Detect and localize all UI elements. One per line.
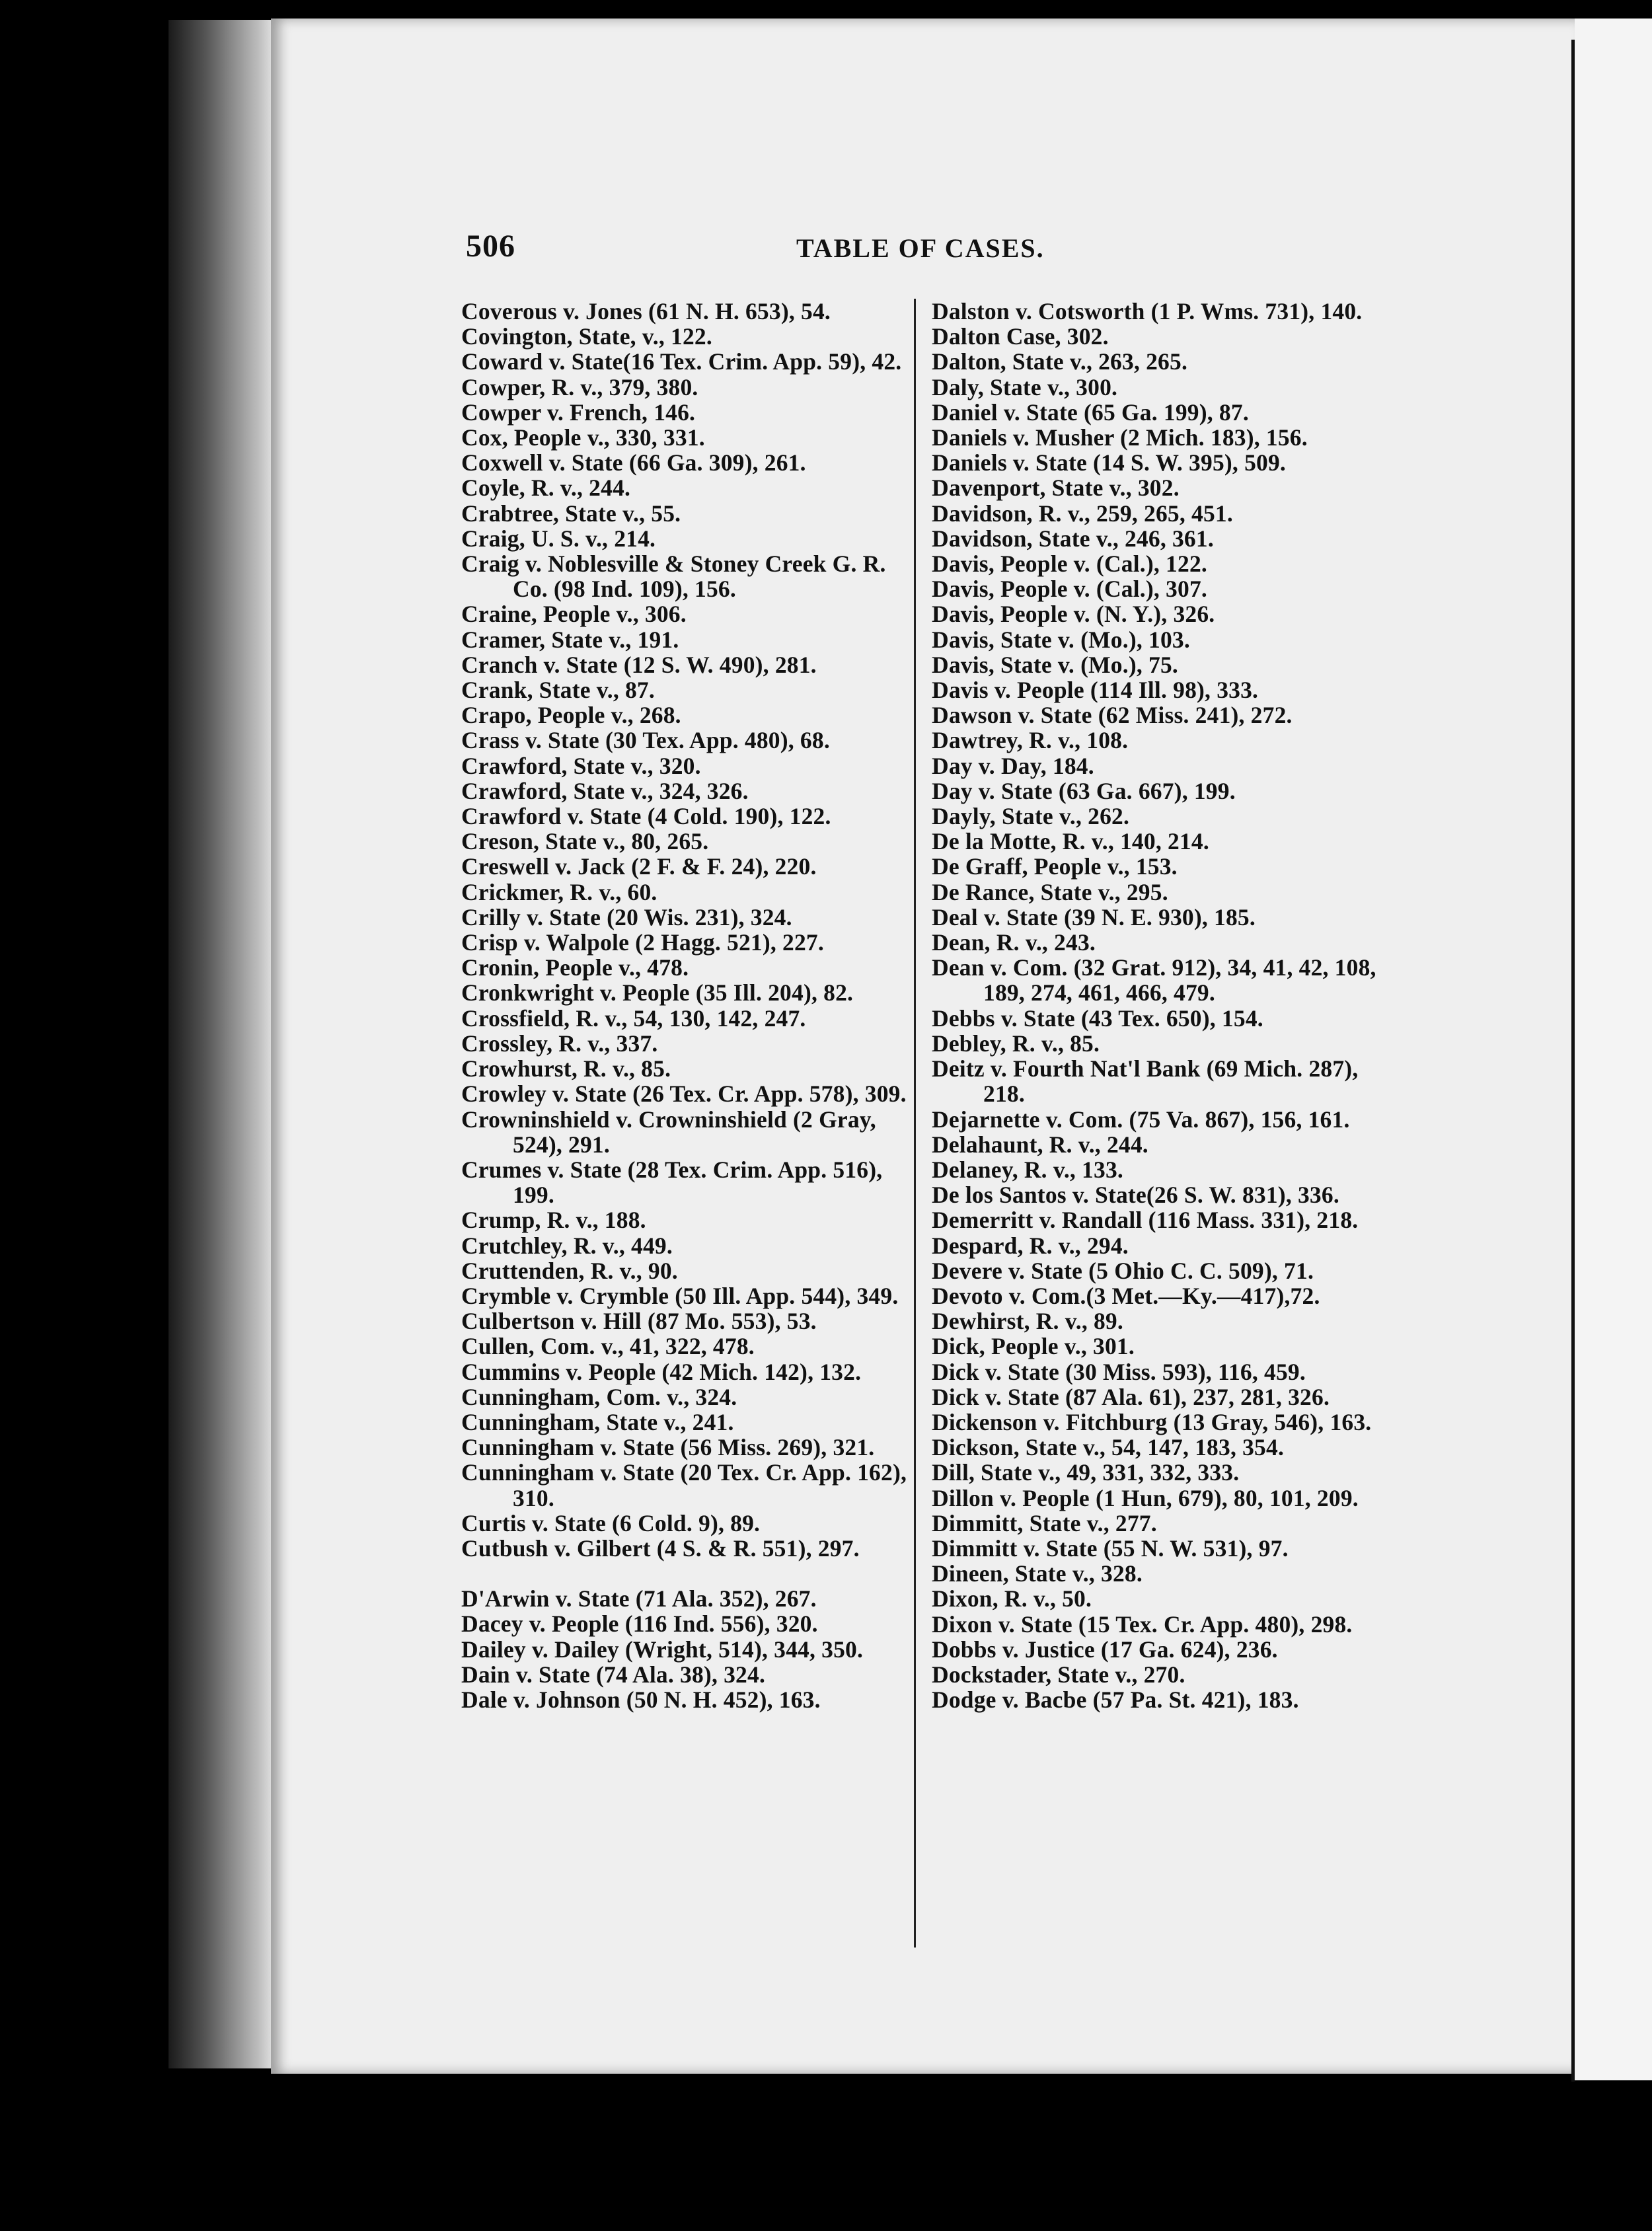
- case-entry: Dickenson v. Fitchburg (13 Gray, 546), 163.: [932, 1408, 1372, 1435]
- case-entry: Crowninshield v. Crowninshield (2 Gray, 524), 291.: [461, 1106, 876, 1158]
- case-entry: Craig, U. S. v., 214.: [461, 525, 656, 552]
- left-column: [461, 299, 911, 1712]
- case-entry: Crabtree, State v., 55.: [461, 500, 681, 527]
- case-entry: Crawford v. State (4 Cold. 190), 122.: [461, 803, 831, 830]
- case-entry: Crapo, People v., 268.: [461, 702, 681, 729]
- case-entry: Dayly, State v., 262.: [932, 803, 1130, 830]
- case-entry: Coyle, R. v., 244.: [461, 474, 631, 502]
- case-entry: Dick v. State (30 Miss. 593), 116, 459.: [932, 1358, 1306, 1385]
- case-entry: Cunningham v. State (20 Tex. Cr. App. 162), 310.: [461, 1459, 907, 1511]
- case-entry: Dimmitt v. State (55 N. W. 531), 97.: [932, 1534, 1289, 1562]
- right-column: [932, 299, 1386, 1712]
- case-entry: Devoto v. Com.(3 Met.—Ky.—417),72.: [932, 1282, 1320, 1309]
- case-entry: Despard, R. v., 294.: [932, 1232, 1129, 1259]
- case-entry: Dean, R. v., 243.: [932, 929, 1096, 956]
- case-entry: Dickson, State v., 54, 147, 183, 354.: [932, 1434, 1285, 1461]
- case-entry: Davis, People v. (Cal.), 122.: [932, 550, 1207, 578]
- case-entry: Crank, State v., 87.: [461, 677, 655, 704]
- case-entry: Davidson, R. v., 259, 265, 451.: [932, 500, 1233, 527]
- case-entry: Crawford, State v., 324, 326.: [461, 777, 749, 804]
- case-entry: Curtis v. State (6 Cold. 9), 89.: [461, 1509, 761, 1536]
- case-entry: Crowley v. State (26 Tex. Cr. App. 578), 309.: [461, 1080, 907, 1108]
- case-entry: Craig v. Noblesville & Stoney Creek G. R. Co. (98 Ind. 109), 156.: [461, 550, 886, 603]
- case-entry: Cullen, Com. v., 41, 322, 478.: [461, 1333, 755, 1360]
- case-entry: Cranch v. State (12 S. W. 490), 281.: [461, 651, 817, 678]
- case-entry: Dineen, State v., 328.: [932, 1560, 1143, 1587]
- case-entry: De la Motte, R. v., 140, 214.: [932, 828, 1209, 855]
- case-entry: Dixon, R. v., 50.: [932, 1585, 1092, 1612]
- page-border-line: [1571, 40, 1575, 2082]
- case-entry: Debbs v. State (43 Tex. 650), 154.: [932, 1004, 1263, 1032]
- case-entry: Dick, People v., 301.: [932, 1333, 1135, 1360]
- case-entry: Covington, State, v., 122.: [461, 323, 712, 350]
- case-entry: Demerritt v. Randall (116 Mass. 331), 218.: [932, 1207, 1359, 1234]
- case-entry: Davidson, State v., 246, 361.: [932, 525, 1214, 552]
- case-entry: Dodge v. Bacbe (57 Pa. St. 421), 183.: [932, 1686, 1299, 1714]
- case-entry: Davis v. People (114 Ill. 98), 333.: [932, 677, 1259, 704]
- case-entry: Dixon v. State (15 Tex. Cr. App. 480), 298.: [932, 1610, 1353, 1638]
- case-entry: Crumes v. State (28 Tex. Crim. App. 516), 199.: [461, 1156, 883, 1209]
- case-entry: Dawson v. State (62 Miss. 241), 272.: [932, 702, 1293, 729]
- case-entry: Cronin, People v., 478.: [461, 954, 689, 981]
- case-entry: Daniel v. State (65 Ga. 199), 87.: [932, 398, 1249, 426]
- case-entry: Cummins v. People (42 Mich. 142), 132.: [461, 1358, 862, 1385]
- case-entry: Davis, State v. (Mo.), 75.: [932, 651, 1178, 678]
- case-entry: Cunningham, State v., 241.: [461, 1408, 734, 1435]
- case-entry: Crass v. State (30 Tex. App. 480), 68.: [461, 727, 830, 754]
- case-entry: Daniels v. Musher (2 Mich. 183), 156.: [932, 424, 1308, 451]
- case-entry: Coverous v. Jones (61 N. H. 653), 54.: [461, 298, 831, 324]
- page-edge-stack: [169, 20, 274, 2068]
- case-entry: Crowhurst, R. v., 85.: [461, 1055, 671, 1082]
- case-entry: Crilly v. State (20 Wis. 231), 324.: [461, 903, 792, 930]
- case-entry: Creson, State v., 80, 265.: [461, 828, 709, 855]
- case-entry: Dockstader, State v., 270.: [932, 1661, 1185, 1688]
- case-entry: Dale v. Johnson (50 N. H. 452), 163.: [461, 1686, 821, 1713]
- case-entry: Cunningham, Com. v., 324.: [461, 1383, 737, 1410]
- facing-page-edge: [1575, 19, 1652, 2080]
- case-entry: Debley, R. v., 85.: [932, 1030, 1100, 1057]
- case-entry: Dacey v. People (116 Ind. 556), 320.: [461, 1610, 818, 1638]
- case-entry: Dejarnette v. Com. (75 Va. 867), 156, 161.: [932, 1106, 1350, 1133]
- case-entry: Coxwell v. State (66 Ga. 309), 261.: [461, 449, 806, 476]
- column-divider: [914, 299, 916, 1947]
- case-entry: Deal v. State (39 N. E. 930), 185.: [932, 903, 1256, 930]
- case-entry: Dawtrey, R. v., 108.: [932, 727, 1129, 754]
- page-number: 506: [466, 229, 515, 264]
- case-entry: Dimmitt, State v., 277.: [932, 1509, 1157, 1536]
- case-entry: Coward v. State(16 Tex. Crim. App. 59), 42.: [461, 348, 902, 375]
- case-entry: Daniels v. State (14 S. W. 395), 509.: [932, 449, 1286, 476]
- case-entry: Davenport, State v., 302.: [932, 474, 1180, 502]
- case-entry: Dailey v. Dailey (Wright, 514), 344, 350.: [461, 1636, 864, 1663]
- case-entry: De los Santos v. State(26 S. W. 831), 336.: [932, 1182, 1339, 1209]
- case-entry: Deitz v. Fourth Nat'l Bank (69 Mich. 287), 218.: [932, 1055, 1359, 1108]
- case-entry: Dewhirst, R. v., 89.: [932, 1308, 1123, 1335]
- case-entry: Crymble v. Crymble (50 Ill. App. 544), 349.: [461, 1282, 899, 1309]
- case-entry: Craine, People v., 306.: [461, 601, 687, 628]
- case-entry: Cunningham v. State (56 Miss. 269), 321.: [461, 1434, 875, 1461]
- case-entry: Davis, People v. (Cal.), 307.: [932, 576, 1207, 603]
- case-entry: Dain v. State (74 Ala. 38), 324.: [461, 1661, 766, 1688]
- case-entry: Dean v. Com. (32 Grat. 912), 34, 41, 42, 108, 189, 274, 461, 466, 479.: [932, 954, 1376, 1006]
- section-gap: [461, 1561, 911, 1586]
- case-entry: Cutbush v. Gilbert (4 S. & R. 551), 297.: [461, 1534, 860, 1562]
- case-entry: Dick v. State (87 Ala. 61), 237, 281, 326.: [932, 1383, 1330, 1410]
- case-entry: Dillon v. People (1 Hun, 679), 80, 101, 209.: [932, 1484, 1359, 1511]
- case-entry: De Rance, State v., 295.: [932, 878, 1168, 905]
- case-entry: Dalston v. Cotsworth (1 P. Wms. 731), 140.: [932, 298, 1363, 324]
- case-entry: Crisp v. Walpole (2 Hagg. 521), 227.: [461, 929, 824, 956]
- case-entry: Devere v. State (5 Ohio C. C. 509), 71.: [932, 1257, 1314, 1284]
- case-entry: Day v. State (63 Ga. 667), 199.: [932, 777, 1236, 804]
- running-head: TABLE OF CASES.: [796, 233, 1045, 263]
- case-entry: De Graff, People v., 153.: [932, 853, 1178, 880]
- case-entry: Cronkwright v. People (35 Ill. 204), 82.: [461, 979, 854, 1006]
- case-entry: Cowper v. French, 146.: [461, 398, 696, 426]
- case-entry: Creswell v. Jack (2 F. & F. 24), 220.: [461, 853, 817, 880]
- case-entry: Dalton Case, 302.: [932, 323, 1109, 350]
- case-entry: Culbertson v. Hill (87 Mo. 553), 53.: [461, 1308, 817, 1335]
- case-entry: Cruttenden, R. v., 90.: [461, 1257, 678, 1284]
- case-entry: Day v. Day, 184.: [932, 752, 1094, 779]
- case-entry: Delahaunt, R. v., 244.: [932, 1131, 1148, 1158]
- case-entry: Cowper, R. v., 379, 380.: [461, 373, 698, 400]
- case-entry: Crump, R. v., 188.: [461, 1207, 646, 1234]
- case-entry: Dobbs v. Justice (17 Ga. 624), 236.: [932, 1636, 1278, 1663]
- case-entry: Delaney, R. v., 133.: [932, 1156, 1123, 1183]
- case-entry: Davis, People v. (N. Y.), 326.: [932, 601, 1215, 628]
- case-entry: Davis, State v. (Mo.), 103.: [932, 626, 1190, 653]
- case-entry: Crossley, R. v., 337.: [461, 1030, 658, 1057]
- case-entry: Cramer, State v., 191.: [461, 626, 679, 653]
- case-entry: D'Arwin v. State (71 Ala. 352), 267.: [461, 1585, 817, 1612]
- case-entry: Cox, People v., 330, 331.: [461, 424, 705, 451]
- case-entry: Crossfield, R. v., 54, 130, 142, 247.: [461, 1004, 806, 1032]
- case-entry: Dill, State v., 49, 331, 332, 333.: [932, 1459, 1240, 1486]
- case-entry: Daly, State v., 300.: [932, 373, 1118, 400]
- case-entry: Crutchley, R. v., 449.: [461, 1232, 673, 1259]
- case-entry: Dalton, State v., 263, 265.: [932, 348, 1188, 375]
- case-entry: Crickmer, R. v., 60.: [461, 878, 657, 905]
- case-entry: Crawford, State v., 320.: [461, 752, 701, 779]
